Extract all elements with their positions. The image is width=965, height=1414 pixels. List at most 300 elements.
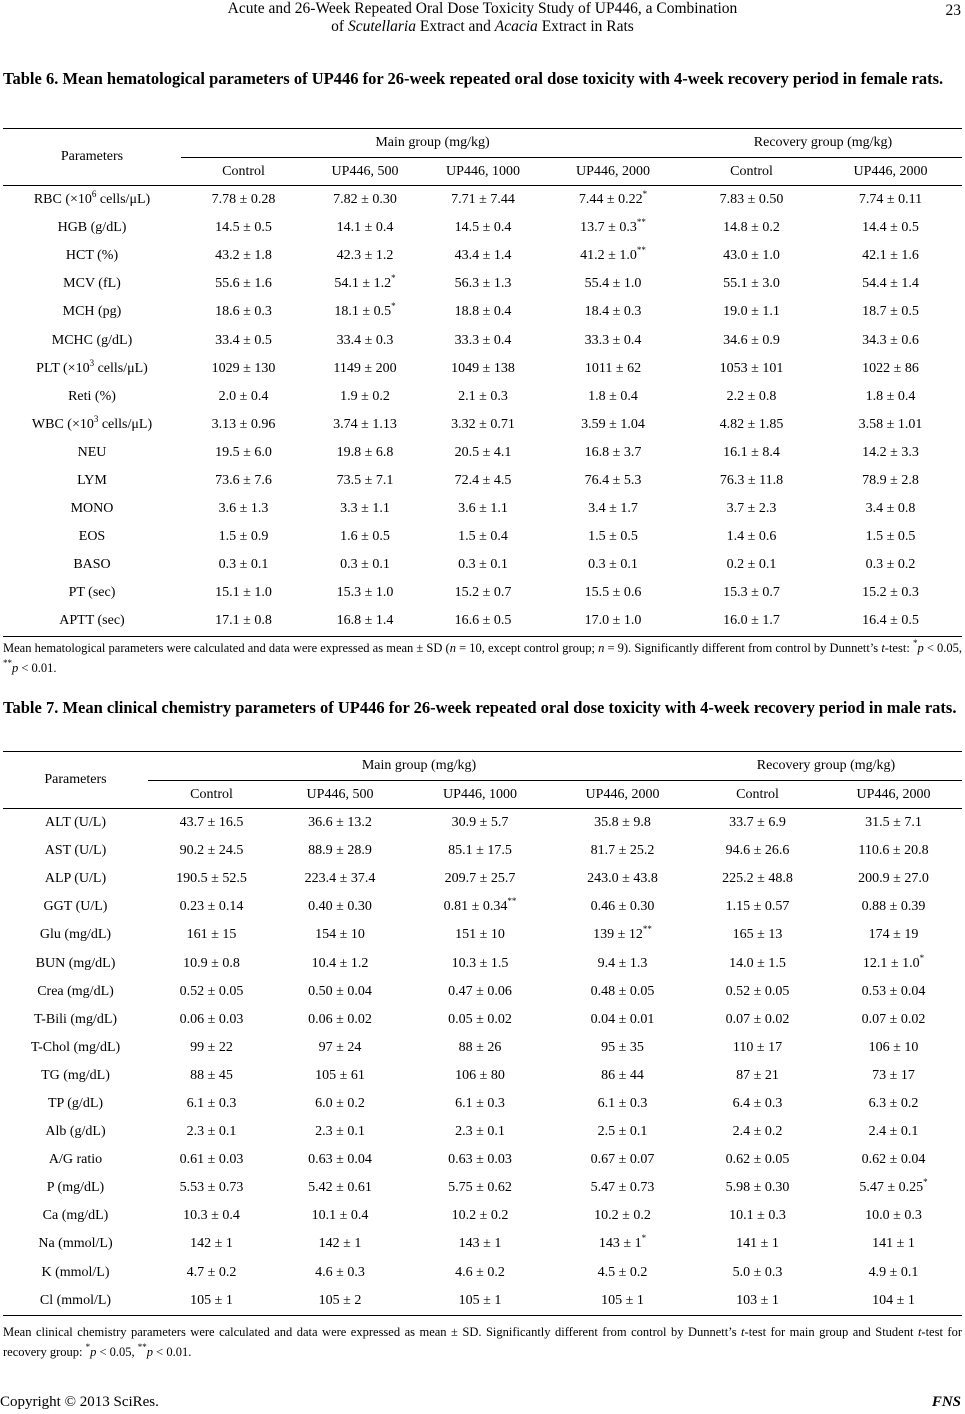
table7-col-header: Control: [148, 781, 275, 809]
value-cell: 99 ± 22: [190, 1039, 233, 1055]
table6-col-header: Control: [684, 158, 819, 186]
table6-param-header: Parameters: [3, 129, 181, 186]
value-cell: 18.8 ± 0.4: [454, 304, 512, 320]
table7-col-header: UP446, 2000: [825, 781, 962, 809]
param-name-cell: MCV (fL): [63, 276, 121, 292]
value-cell: 4.9 ± 0.1: [868, 1264, 919, 1280]
value-cell: 15.2 ± 0.7: [454, 585, 512, 601]
param-name-cell: Glu (mg/dL): [39, 927, 112, 943]
table6-caption: Table 6. Mean hematological parameters of UP446 for 26-week repeated oral dose toxicity with 4-week recovery period in female rats.: [3, 69, 944, 88]
value-cell: 76.4 ± 5.3: [584, 472, 642, 488]
value-cell: 106 ± 80: [455, 1067, 505, 1083]
table6-col-header: Control: [181, 158, 306, 186]
value-cell: 3.32 ± 0.71: [451, 416, 515, 432]
param-name-cell: Na (mmol/L): [38, 1236, 113, 1252]
value-cell: 14.0 ± 1.5: [729, 955, 786, 971]
table-row: [3, 467, 962, 495]
table-row: [3, 809, 962, 838]
value-cell: 0.88 ± 0.39: [861, 899, 926, 915]
value-cell: 0.3 ± 0.1: [340, 557, 390, 573]
value-cell: 143 ± 1: [458, 1236, 502, 1252]
value-cell: 225.2 ± 48.8: [722, 871, 793, 887]
value-cell: 4.82 ± 1.85: [719, 416, 784, 432]
value-cell: 7.78 ± 0.28: [211, 192, 276, 208]
value-cell: 5.47 ± 0.25*: [859, 1177, 928, 1196]
value-cell: 0.63 ± 0.04: [308, 1152, 372, 1168]
table-row: [3, 607, 962, 636]
param-name-cell: RBC ($\times 10^6$ cells/μL): [33, 189, 151, 208]
value-cell: 95 ± 35: [601, 1039, 644, 1055]
running-title-line2: of Scutellaria Extract and Acacia Extract in Rats: [331, 18, 634, 35]
value-cell: 90.2 ± 24.5: [179, 843, 244, 859]
value-cell: 76.3 ± 11.8: [719, 472, 784, 488]
value-cell: 0.06 ± 0.03: [179, 1011, 244, 1027]
value-cell: 43.2 ± 1.8: [215, 248, 272, 264]
table-row: [3, 355, 962, 383]
value-cell: 0.2 ± 0.1: [726, 557, 777, 573]
value-cell: 18.6 ± 0.3: [215, 304, 272, 320]
journal-abbrev: FNS: [931, 1394, 961, 1410]
value-cell: 1.8 ± 0.4: [588, 388, 638, 404]
value-cell: 10.1 ± 0.3: [729, 1208, 786, 1224]
table-row: [3, 865, 962, 893]
value-cell: 142 ± 1: [318, 1236, 362, 1252]
value-cell: 1.5 ± 0.5: [865, 529, 916, 545]
value-cell: 43.0 ± 1.0: [723, 248, 780, 264]
value-cell: 14.8 ± 0.2: [723, 220, 780, 236]
value-cell: 6.1 ± 0.3: [455, 1095, 505, 1111]
value-cell: 5.53 ± 0.73: [179, 1180, 244, 1196]
value-cell: 33.3 ± 0.4: [454, 332, 512, 348]
value-cell: 5.42 ± 0.61: [308, 1180, 372, 1196]
value-cell: 3.3 ± 1.1: [340, 501, 390, 517]
value-cell: 10.9 ± 0.8: [183, 955, 240, 971]
table-row: [3, 1146, 962, 1174]
param-name-cell: NEU: [77, 444, 107, 460]
value-cell: 243.0 ± 43.8: [587, 871, 658, 887]
value-cell: 14.2 ± 3.3: [862, 444, 919, 460]
param-name-cell: K (mmol/L): [41, 1264, 110, 1280]
value-cell: 14.5 ± 0.4: [454, 220, 512, 236]
copyright: Copyright © 2013 SciRes.: [0, 1394, 159, 1410]
param-name-cell: T-Chol (mg/dL): [30, 1039, 121, 1055]
value-cell: 0.52 ± 0.05: [179, 983, 244, 999]
value-cell: 0.04 ± 0.01: [590, 1011, 655, 1027]
value-cell: 2.1 ± 0.3: [458, 388, 508, 404]
value-cell: 141 ± 1: [736, 1236, 779, 1252]
table6-col-header: UP446, 2000: [819, 158, 962, 186]
value-cell: 33.4 ± 0.5: [215, 332, 272, 348]
value-cell: 14.5 ± 0.5: [215, 220, 272, 236]
value-cell: 7.82 ± 0.30: [333, 192, 397, 208]
value-cell: 1029 ± 130: [211, 360, 276, 376]
table7-col-header: UP446, 2000: [555, 781, 690, 809]
param-name-cell: BUN (mg/dL): [35, 955, 116, 971]
value-cell: 3.6 ± 1.3: [218, 501, 269, 517]
value-cell: 174 ± 19: [868, 927, 919, 943]
value-cell: 0.3 ± 0.2: [865, 557, 916, 573]
value-cell: 10.2 ± 0.2: [594, 1208, 651, 1224]
value-cell: 56.3 ± 1.3: [454, 276, 512, 292]
value-cell: 1.6 ± 0.5: [340, 529, 390, 545]
value-cell: 86 ± 44: [601, 1067, 644, 1083]
param-name-cell: ALT (U/L): [44, 815, 107, 831]
table7: [3, 751, 962, 1316]
param-name-cell: GGT (U/L): [43, 899, 108, 915]
value-cell: 78.9 ± 2.8: [862, 472, 919, 488]
value-cell: 2.3 ± 0.1: [186, 1124, 237, 1140]
value-cell: 17.1 ± 0.8: [181, 607, 306, 636]
value-cell: 18.7 ± 0.5: [862, 304, 919, 320]
value-cell: 34.3 ± 0.6: [862, 332, 919, 348]
table6-main-group-header: Main group (mg/kg): [181, 129, 684, 158]
table-row: [3, 298, 962, 326]
value-cell: 7.71 ± 7.44: [451, 192, 515, 208]
value-cell: 16.0 ± 1.7: [684, 607, 819, 636]
table7-note: Mean clinical chemistry parameters were calculated and data were expressed as mean ± SD. Significantly different from control by Dunnett’s t-test for main group and Student t-test for recovery group: *p < 0.05, **p < 0.01.: [3, 1325, 963, 1359]
value-cell: 6.0 ± 0.2: [315, 1095, 365, 1111]
value-cell: 4.5 ± 0.2: [597, 1264, 648, 1280]
value-cell: 10.2 ± 0.2: [451, 1208, 509, 1224]
value-cell: 15.5 ± 0.6: [584, 585, 642, 601]
value-cell: 19.5 ± 6.0: [215, 444, 272, 460]
value-cell: 19.0 ± 1.1: [723, 304, 780, 320]
table-row: [3, 921, 962, 949]
param-name-cell: APTT (sec): [3, 607, 181, 636]
value-cell: 10.1 ± 0.4: [311, 1208, 369, 1224]
value-cell: 3.7 ± 2.3: [726, 501, 777, 517]
value-cell: 1.5 ± 0.9: [218, 529, 269, 545]
value-cell: 161 ± 15: [186, 927, 237, 943]
value-cell: 1.4 ± 0.6: [726, 529, 777, 545]
value-cell: 10.4 ± 1.2: [311, 955, 369, 971]
table-row: [3, 1034, 962, 1062]
value-cell: 35.8 ± 9.8: [594, 815, 651, 831]
table6-col-header: UP446, 2000: [542, 158, 684, 186]
table7-caption: Table 7. Mean clinical chemistry parameters of UP446 for 26-week repeated oral dose toxicity with 4-week recovery period in male rats.: [3, 698, 957, 717]
value-cell: 1053 ± 101: [719, 360, 784, 376]
value-cell: 33.7 ± 6.9: [729, 815, 786, 831]
value-cell: 1.15 ± 0.57: [725, 899, 790, 915]
value-cell: 43.7 ± 16.5: [179, 815, 244, 831]
table7-col-header: UP446, 1000: [405, 781, 555, 809]
value-cell: 3.74 ± 1.13: [333, 416, 397, 432]
value-cell: 106 ± 10: [868, 1039, 919, 1055]
value-cell: 105 ± 1: [405, 1287, 555, 1316]
value-cell: 31.5 ± 7.1: [865, 815, 922, 831]
value-cell: 12.1 ± 1.0*: [862, 952, 925, 971]
value-cell: 15.1 ± 1.0: [215, 585, 272, 601]
value-cell: 103 ± 1: [690, 1287, 825, 1316]
table-row: [3, 949, 962, 977]
table6-recovery-group-header: Recovery group (mg/kg): [684, 129, 962, 158]
value-cell: 154 ± 10: [315, 927, 365, 943]
value-cell: 7.74 ± 0.11: [858, 192, 923, 208]
table-row: [3, 1118, 962, 1146]
value-cell: 223.4 ± 37.4: [304, 871, 376, 887]
value-cell: 16.8 ± 3.7: [584, 444, 642, 460]
value-cell: 165 ± 13: [732, 927, 783, 943]
value-cell: 85.1 ± 17.5: [448, 843, 512, 859]
value-cell: 10.3 ± 1.5: [451, 955, 509, 971]
param-name-cell: Crea (mg/dL): [37, 983, 114, 999]
value-cell: 1.8 ± 0.4: [865, 388, 916, 404]
param-name-cell: ALP (U/L): [44, 871, 107, 887]
table-row: [3, 1230, 962, 1258]
value-cell: 190.5 ± 52.5: [176, 871, 247, 887]
value-cell: 16.6 ± 0.5: [424, 607, 542, 636]
value-cell: 55.1 ± 3.0: [723, 276, 780, 292]
value-cell: 43.4 ± 1.4: [454, 248, 512, 264]
value-cell: 18.4 ± 0.3: [584, 304, 642, 320]
value-cell: 33.3 ± 0.4: [584, 332, 642, 348]
param-name-cell: MCHC (g/dL): [51, 332, 133, 348]
value-cell: 142 ± 1: [190, 1236, 233, 1252]
param-name-cell: PT (sec): [68, 585, 116, 601]
table-row: [3, 495, 962, 523]
value-cell: 105 ± 61: [315, 1067, 365, 1083]
table6-col-header: UP446, 500: [306, 158, 424, 186]
value-cell: 6.3 ± 0.2: [868, 1095, 919, 1111]
value-cell: 88.9 ± 28.9: [308, 843, 372, 859]
value-cell: 0.62 ± 0.05: [725, 1152, 790, 1168]
value-cell: 1.5 ± 0.4: [458, 529, 508, 545]
param-name-cell: Alb (g/dL): [45, 1124, 106, 1140]
value-cell: 110.6 ± 20.8: [858, 843, 929, 859]
value-cell: 6.1 ± 0.3: [186, 1095, 237, 1111]
value-cell: 16.1 ± 8.4: [723, 444, 780, 460]
value-cell: 10.0 ± 0.3: [865, 1208, 922, 1224]
table7-main-group-header: Main group (mg/kg): [148, 752, 690, 781]
value-cell: 1049 ± 138: [451, 360, 515, 376]
value-cell: 55.6 ± 1.6: [215, 276, 272, 292]
value-cell: 0.81 ± 0.34**: [443, 896, 517, 915]
value-cell: 72.4 ± 4.5: [454, 472, 512, 488]
value-cell: 0.07 ± 0.02: [861, 1011, 926, 1027]
value-cell: 110 ± 17: [732, 1039, 783, 1055]
value-cell: 3.58 ± 1.01: [858, 416, 923, 432]
value-cell: 36.6 ± 13.2: [308, 815, 372, 831]
param-name-cell: MCH (pg): [62, 304, 122, 320]
value-cell: 0.63 ± 0.03: [448, 1152, 512, 1168]
table6-body: [3, 186, 962, 637]
table7-col-header: Control: [690, 781, 825, 809]
value-cell: 34.6 ± 0.9: [723, 332, 780, 348]
value-cell: 141 ± 1: [872, 1236, 915, 1252]
value-cell: 105 ± 1: [555, 1287, 690, 1316]
value-cell: 0.67 ± 0.07: [590, 1152, 655, 1168]
table-row: [3, 1259, 962, 1287]
value-cell: 0.53 ± 0.04: [861, 983, 926, 999]
value-cell: 3.59 ± 1.04: [581, 416, 645, 432]
param-name-cell: HCT (%): [65, 248, 119, 264]
param-name-cell: A/G ratio: [48, 1152, 103, 1168]
table-row: [3, 270, 962, 298]
value-cell: 0.3 ± 0.1: [458, 557, 508, 573]
value-cell: 2.4 ± 0.1: [868, 1124, 919, 1140]
value-cell: 16.8 ± 1.4: [306, 607, 424, 636]
value-cell: 0.23 ± 0.14: [179, 899, 244, 915]
value-cell: 1.9 ± 0.2: [340, 388, 390, 404]
value-cell: 2.3 ± 0.1: [455, 1124, 505, 1140]
table6-note: Mean hematological parameters were calculated and data were expressed as mean ± SD (n = 10, except control group; n = 9). Significantly different from control by Dunnett’s t-test: *p < 0.05, **p < 0.01.: [3, 638, 963, 675]
value-cell: 1011 ± 62: [584, 360, 642, 376]
running-header: [0, 0, 965, 44]
value-cell: 143 ± 1*: [598, 1233, 647, 1252]
value-cell: 2.0 ± 0.4: [218, 388, 269, 404]
table-row: [3, 242, 962, 270]
table6-col-header: UP446, 1000: [424, 158, 542, 186]
value-cell: 0.62 ± 0.04: [861, 1152, 926, 1168]
value-cell: 42.3 ± 1.2: [336, 248, 394, 264]
value-cell: 4.6 ± 0.3: [315, 1264, 365, 1280]
value-cell: 54.1 ± 1.2*: [334, 273, 396, 292]
param-name-cell: Reti (%): [68, 388, 116, 404]
value-cell: 0.46 ± 0.30: [590, 899, 655, 915]
value-cell: 55.4 ± 1.0: [584, 276, 642, 292]
value-cell: 14.4 ± 0.5: [862, 220, 919, 236]
value-cell: 1149 ± 200: [333, 360, 397, 376]
value-cell: 151 ± 10: [455, 927, 505, 943]
value-cell: 6.4 ± 0.3: [732, 1095, 783, 1111]
value-cell: 88 ± 45: [190, 1067, 233, 1083]
value-cell: 0.3 ± 0.1: [218, 557, 269, 573]
param-name-cell: LYM: [77, 472, 107, 488]
table-row: [3, 978, 962, 1006]
value-cell: 3.4 ± 0.8: [865, 501, 916, 517]
table-row: [3, 439, 962, 467]
table6: [3, 128, 962, 637]
table-row: [3, 523, 962, 551]
value-cell: 5.98 ± 0.30: [725, 1180, 790, 1196]
value-cell: 3.6 ± 1.1: [458, 501, 508, 517]
param-name-cell: P (mg/dL): [46, 1180, 105, 1196]
param-name-cell: AST (U/L): [44, 843, 107, 859]
value-cell: 2.4 ± 0.2: [732, 1124, 783, 1140]
param-name-cell: PLT ($\times 10^3$ cells/μL): [36, 357, 148, 376]
value-cell: 104 ± 1: [825, 1287, 962, 1316]
value-cell: 5.0 ± 0.3: [732, 1264, 783, 1280]
param-name-cell: EOS: [78, 529, 106, 545]
param-name-cell: TP (g/dL): [47, 1095, 104, 1111]
value-cell: 81.7 ± 25.2: [590, 843, 655, 859]
value-cell: 0.07 ± 0.02: [725, 1011, 790, 1027]
value-cell: 2.2 ± 0.8: [726, 388, 777, 404]
value-cell: 88 ± 26: [458, 1039, 502, 1055]
value-cell: 16.4 ± 0.5: [819, 607, 962, 636]
value-cell: 105 ± 1: [148, 1287, 275, 1316]
running-title-line1: Acute and 26-Week Repeated Oral Dose Toxicity Study of UP446, a Combination: [227, 0, 738, 17]
param-name-cell: Ca (mg/dL): [42, 1208, 109, 1224]
table-row: [3, 1090, 962, 1118]
value-cell: 2.3 ± 0.1: [315, 1124, 365, 1140]
param-name-cell: HGB (g/dL): [57, 220, 127, 236]
value-cell: 42.1 ± 1.6: [862, 248, 919, 264]
param-name-cell: WBC ($\times 10^3$ cells/μL): [31, 413, 153, 432]
value-cell: 15.3 ± 1.0: [336, 585, 394, 601]
table-row: [3, 837, 962, 865]
value-cell: 0.47 ± 0.06: [448, 983, 512, 999]
table-row: [3, 893, 962, 921]
value-cell: 30.9 ± 5.7: [451, 815, 509, 831]
value-cell: 0.40 ± 0.30: [308, 899, 372, 915]
table-row: [3, 214, 962, 242]
value-cell: 17.0 ± 1.0: [542, 607, 684, 636]
param-name-cell: BASO: [73, 557, 111, 573]
value-cell: 7.83 ± 0.50: [719, 192, 784, 208]
value-cell: 4.7 ± 0.2: [186, 1264, 237, 1280]
value-cell: 105 ± 2: [275, 1287, 405, 1316]
value-cell: 54.4 ± 1.4: [862, 276, 919, 292]
table-row: [3, 186, 962, 215]
value-cell: 19.8 ± 6.8: [336, 444, 394, 460]
page-number: 23: [945, 2, 961, 19]
param-name-cell: MONO: [70, 501, 114, 517]
value-cell: 41.2 ± 1.0**: [580, 245, 646, 264]
value-cell: 0.3 ± 0.1: [588, 557, 638, 573]
value-cell: 0.48 ± 0.05: [590, 983, 655, 999]
value-cell: 73.5 ± 7.1: [336, 472, 394, 488]
value-cell: 5.47 ± 0.73: [590, 1180, 655, 1196]
value-cell: 3.4 ± 1.7: [588, 501, 638, 517]
value-cell: 0.61 ± 0.03: [179, 1152, 244, 1168]
value-cell: 18.1 ± 0.5*: [334, 301, 396, 320]
value-cell: 4.6 ± 0.2: [455, 1264, 505, 1280]
value-cell: 1.5 ± 0.5: [588, 529, 638, 545]
table7-col-header: UP446, 500: [275, 781, 405, 809]
value-cell: 15.3 ± 0.7: [723, 585, 780, 601]
value-cell: 0.52 ± 0.05: [725, 983, 790, 999]
value-cell: 3.13 ± 0.96: [211, 416, 276, 432]
value-cell: 20.5 ± 4.1: [454, 444, 512, 460]
value-cell: 15.2 ± 0.3: [862, 585, 919, 601]
table-row: [3, 411, 962, 439]
table-row: [3, 1202, 962, 1230]
value-cell: 6.1 ± 0.3: [597, 1095, 648, 1111]
value-cell: 139 ± 12**: [593, 924, 652, 943]
table7-param-header: Parameters: [3, 752, 148, 809]
value-cell: 87 ± 21: [736, 1067, 779, 1083]
value-cell: 200.9 ± 27.0: [858, 871, 929, 887]
table7-recovery-group-header: Recovery group (mg/kg): [690, 752, 962, 781]
value-cell: 94.6 ± 26.6: [725, 843, 790, 859]
value-cell: 73 ± 17: [872, 1067, 915, 1083]
table-row: [3, 1174, 962, 1202]
value-cell: 2.5 ± 0.1: [597, 1124, 648, 1140]
value-cell: 7.44 ± 0.22*: [578, 189, 648, 208]
value-cell: 10.3 ± 0.4: [183, 1208, 240, 1224]
table7-body: [3, 809, 962, 1316]
param-name-cell: Cl (mmol/L): [3, 1287, 148, 1316]
value-cell: 1022 ± 86: [862, 360, 919, 376]
value-cell: 0.06 ± 0.02: [308, 1011, 372, 1027]
table-row: [3, 1006, 962, 1034]
param-name-cell: T-Bili (mg/dL): [33, 1011, 118, 1027]
table-row: [3, 326, 962, 354]
value-cell: 5.75 ± 0.62: [448, 1180, 512, 1196]
value-cell: 97 ± 24: [318, 1039, 362, 1055]
table-row: [3, 1062, 962, 1090]
value-cell: 0.50 ± 0.04: [308, 983, 372, 999]
value-cell: 33.4 ± 0.3: [336, 332, 394, 348]
table-row: [3, 551, 962, 579]
table-row: [3, 1287, 962, 1316]
value-cell: 209.7 ± 25.7: [444, 871, 516, 887]
table-row: [3, 579, 962, 607]
value-cell: 0.05 ± 0.02: [448, 1011, 512, 1027]
table-row: [3, 383, 962, 411]
value-cell: 13.7 ± 0.3**: [580, 217, 646, 236]
